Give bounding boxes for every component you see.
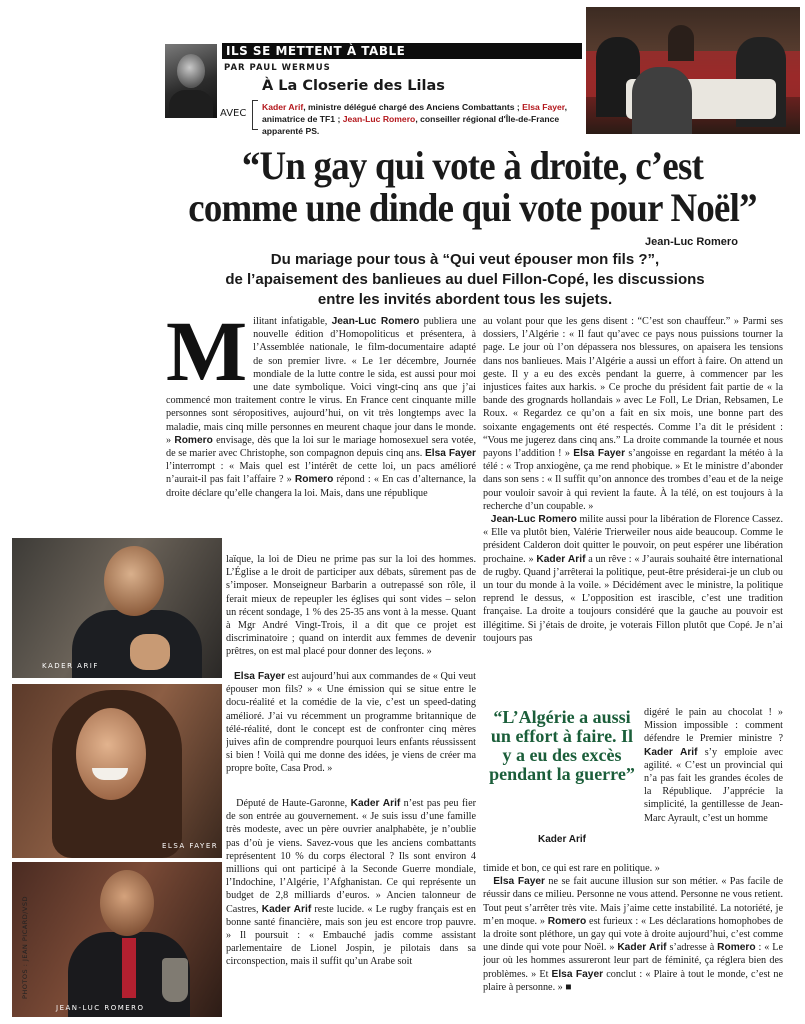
paragraph-text: n’est pas peu fier de son entrée au gouvernement. « Je suis issu d’une famille très modeste, avec un père ouvrier analphabète, je n’oublie pas d’où je viens. Savez-vous que les anciens combattants représentent 10 % du corps électoral ? Ils sont environ 4 millions qui ont participé à la Seconde Guerre mondiale, l’Indochine, l’Algérie, l’Afghanistan. Ce qui représente un budget de 2,8 milliards d’euros. » Ancien talonneur de Castres, <box>226 798 476 915</box>
body-column-left-b <box>226 670 476 796</box>
paragraph-text: envisage, dès que la loi sur le mariage homosexuel sera votée, de se marier avec Christophe, son compagnon depuis cinq ans. <box>166 434 476 460</box>
photo-caption: KADER ARIF <box>42 662 99 670</box>
restaurant-table-photo <box>586 7 800 134</box>
figure-face <box>100 870 154 936</box>
paragraph-text: répond : « En cas d’alternance, la droite déclare qu’elle changera la loi. Mais, dans une république <box>166 474 476 499</box>
body-column-left-a <box>226 553 476 669</box>
diner-figure <box>668 25 694 61</box>
paragraph-text: Député de Haute-Garonne, <box>236 798 351 809</box>
headline-line: “Un gay qui vote à droite, c’est <box>241 143 704 188</box>
paragraph-text: au volant pour que les gens disent : “C’est son chauffeur.” » Parmi ses dossiers, l’Algérie : « Il faut qu’avec ce pays nous puissions tourner la page. Le jour où l’on dépassera nos blessures, on apaisera les tensions dans nos banlieues. Mais l’Algérie a aussi un effort à faire. On attend un geste. Il y a eu des excès pendant la guerre, à commencer par les injustices faites aux harkis. » Ce proche du président fait partie de « la bande des grognards hollandais » avec Le Foll, Le Drian, Rebsamen, Le Roux. « Regardez ce qu’on a fait en six mois, une bonne part des soixante engagements ont été respectés. Comme l’a dit le président : “Vous me jugerez dans cinq ans.” La droite commande la tournée et nous payons l’addition ! » <box>483 316 783 460</box>
photo-credit: PHOTOS : JEAN PICARD/VSD <box>21 896 29 999</box>
person-name: Elsa Fayer <box>233 671 286 682</box>
body-column-left-top <box>166 315 476 551</box>
guest-name: Elsa Fayer <box>522 102 565 112</box>
guest-role: , animatrice de TF1 ; <box>262 102 568 124</box>
person-name: Elsa Fayer <box>573 448 626 460</box>
venue-title: À La Closerie des Lilas <box>262 78 445 94</box>
paragraph-text: est furieux : « Les déclarations homophobes de la droite sont pléthore, un gay qui vote à droite aujourd’hui, c’est comme une dinde qui vote pour Noël. » <box>483 915 783 954</box>
rubric-title: ILS SE METTENT À TABLE <box>226 44 406 58</box>
diner-figure <box>632 67 692 134</box>
guest-name: Kader Arif <box>262 102 304 112</box>
guest-bracket <box>252 100 258 130</box>
person-name: Romero <box>174 434 213 446</box>
byline: PAR PAUL WERMUS <box>224 63 331 73</box>
photo-elsa-fayer <box>12 684 222 858</box>
paragraph-text: publiera une nouvelle édition d’Homopoliticus et présentera, à l’Assemblée nationale, le film-documentaire adapté de son premier livre. « Le 1er décembre, Journée mondiale de la lutte contre le sida, est aussi pour moi une date symbolique. Voici vingt-cinq ans que j’ai commencé mon traitement contre le virus. En France cent cinquante mille personnes sont séropositives, aujourd’hui, on vit très longtemps avec la maladie, mais cinq mille personnes en meurent chaque jour dans le monde. » <box>166 316 476 446</box>
body-column-left-c <box>226 797 476 1019</box>
person-name: Kader Arif <box>644 746 698 758</box>
paragraph-text: : « Le jour où les hommes assureront leur part de féminité, ça réglera bien des problèmes. » Et <box>483 942 783 980</box>
avec-label: AVEC <box>220 108 247 119</box>
paragraph-text: ne se fait aucune illusion sur son métier. « Pas facile de réussir dans ce milieu. Personne ne vous attend. Personne ne vous retient. Tout peut s’arrêter très vite. Mais j’aime cette instabilité. La notoriété, je m’en moque. » <box>483 876 783 927</box>
photo-kader-arif <box>12 538 222 678</box>
paragraph-text: conclut : « Plaire à tout le monde, c’est ne plaire à personne. » ■ <box>483 968 783 993</box>
paragraph-text: s’adresse à <box>666 942 718 954</box>
person-name: Jean-Luc Romero <box>331 316 420 327</box>
lede-line: de l’apaisement des banlieues au duel Fillon-Copé, les discussions <box>225 271 705 288</box>
paragraph-text: l’interrompt : « Mais quel est l’intérêt de cette loi, un pacs amélioré n’aurait-il pas fait l’affaire ? » <box>166 461 476 486</box>
guest-list <box>262 101 592 137</box>
person-name: Romero <box>294 474 334 486</box>
paragraph-text: laïque, la loi de Dieu ne prime pas sur la loi des hommes. L’Église a le droit de participer aux débats, sûrement pas de s’imposer. Monseigneur Barbarin a outrepassé son rôle, il ferait mieux de repeupler les églises qui sont vides – selon un récent sondage, 1 % des 25-35 ans vont à la messe. Quant à Mgr André Vingt-Trois, il a dit que ce projet est discriminatoire ; quand on interdit aux femmes de devenir prêtres, on est mal placé pour donner des leçons. » <box>226 554 476 658</box>
person-name: Jean-Luc Romero <box>490 514 577 526</box>
body-column-right-top <box>483 315 783 705</box>
photo-caption: JEAN-LUC ROMERO <box>56 1004 145 1012</box>
author-body <box>169 90 213 118</box>
paragraph-text: digéré le pain au chocolat ! » Mission impossible : comment défendre le Premier ministre ? <box>644 707 783 745</box>
person-name: Elsa Fayer <box>424 448 476 460</box>
paragraph-text: reste lucide. « Le rugby français est en bonne santé financière, mais son jeu est encore trop pauvre. » Il poursuit : « Embauché jadis comme assistant parlementaire de Lionel Jospin, je pilotais dans sa circonspection, mais il suffit qu’un Arabe soit <box>226 903 476 968</box>
guest-role: , ministre délégué chargé des Anciens Combattants ; <box>303 102 523 112</box>
person-name: Elsa Fayer <box>551 968 604 980</box>
guest-name: Jean-Luc Romero <box>342 114 416 124</box>
photo-jean-luc-romero <box>12 862 222 1017</box>
body-column-right-mid <box>644 706 783 861</box>
paragraph-text: ilitant infatigable, <box>253 316 332 327</box>
person-name: Kader Arif <box>536 553 586 565</box>
person-name: Kader Arif <box>261 903 312 915</box>
author-portrait <box>165 44 217 118</box>
person-name: Kader Arif <box>350 798 401 809</box>
paragraph-text: s’y emploie avec agilité. « C’est un provincial qui n’a pas fait les grandes écoles de la République. J’apprécie la simplicité, la gentillesse de Jean-Marc Ayrault, c’est un homme <box>644 746 783 824</box>
person-name: Kader Arif <box>617 942 667 954</box>
lede-line: Du mariage pour tous à “Qui veut épouser mon fils ?”, <box>270 251 660 268</box>
headline <box>176 145 769 229</box>
paragraph-text: a un rêve : « J’aurais souhaité être international de rugby. Quand j’arrêterai la politique, peut-être présiderai-je un club ou un tour du monde à la voile. » Décidément avec le ministre, la politique reprend le dessus, « L’opposition est irascible, c’est une tradition française. La droite a toujours considéré que la gauche au pouvoir est illégitime. Si j’étais de droite, je voterais Fillon plutôt que Copé. Je n’ai toujours pas <box>483 553 783 644</box>
paragraph-text: s’angoisse en regardant la météo à la télé : « Trop anxiogène, ça me rend phobique. » Et le ministre d’abonder dans son sens : « Il suffit qu’on annonce des trombes d’eau et de la neige pour vouloir savoir à qui revient la faute. À la télé, on est toujours à la recherche d’un coupable. » <box>483 448 783 512</box>
person-name: Romero <box>547 915 587 927</box>
headline-line: comme une dinde qui vote pour Noël” <box>188 185 757 230</box>
figure-tie <box>122 938 136 998</box>
lede <box>205 250 725 310</box>
figure-face <box>104 546 164 616</box>
person-name: Romero <box>717 942 756 954</box>
paragraph-text: milite aussi pour la libération de Florence Cassez. « Elle va plutôt bien, Valérie Trierweiler nous aide beaucoup. Comme le président Calderon doit quitter le pouvoir, on peut espérer une libération prochaine. » <box>483 514 783 565</box>
author-face <box>177 54 205 88</box>
article-header <box>0 0 805 140</box>
photo-caption: ELSA FAYER <box>162 842 219 850</box>
wine-glass <box>162 958 188 1002</box>
paragraph-text: est aujourd’hui aux commandes de « Qui veut épouser mon fils? » « Une émission qui se situe entre le docu-réalité et la comédie de la vie, c’est un speed-dating amélioré. J’ai vu récemment un programme britannique de télé-réalité, dont le concept est de confronter cinq mères juives afin de comprendre pourquoi leurs enfants réussissent si bien ! Voilà qui me donne des idées, je viens de créer ma propre boîte, Casa Prod. » <box>226 671 476 775</box>
headline-quote-author: Jean-Luc Romero <box>645 236 738 248</box>
lede-line: entre les invités abordent tous les sujets. <box>317 291 613 308</box>
paragraph-text: timide et bon, ce qui est rare en politique. » <box>483 863 660 874</box>
pull-quote: “L’Algérie a aussi un effort à faire. Il y a eu des excès pendant la guerre” <box>489 707 635 784</box>
pull-quote-author: Kader Arif <box>538 834 586 845</box>
person-name: Elsa Fayer <box>493 876 546 888</box>
figure-face <box>76 708 146 800</box>
guest-role: , conseiller régional d'Île-de-France apparenté PS. <box>262 114 560 136</box>
body-column-right-bottom <box>483 862 783 1020</box>
drop-cap: M <box>166 315 248 399</box>
figure-hand <box>130 634 170 670</box>
